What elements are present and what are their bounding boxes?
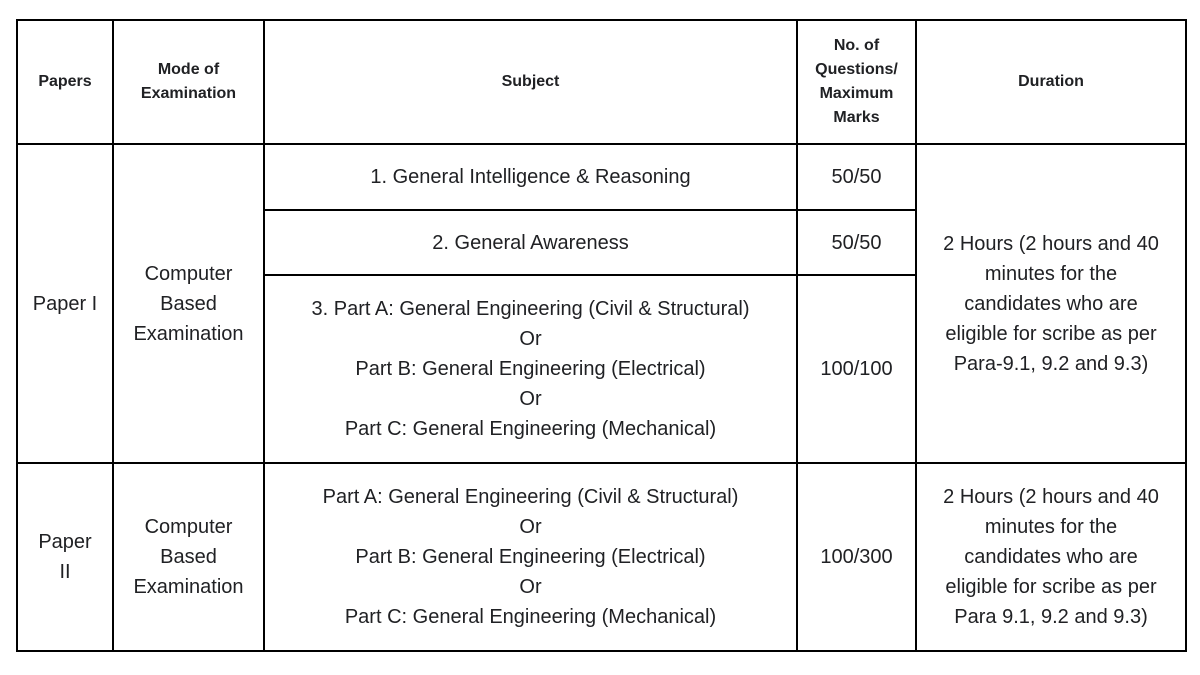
paper1-subject-reasoning: 1. General Intelligence & Reasoning — [264, 144, 797, 210]
header-mode — [113, 20, 264, 144]
paper1-marks-engineering: 100/100 — [797, 275, 916, 463]
paper1-subject-awareness: 2. General Awareness — [264, 210, 797, 275]
paper2-mode-line: Examination — [133, 576, 244, 598]
paper2-name-line: Paper — [38, 531, 92, 553]
paper1-duration-line: 2 Hours (2 hours and 40 — [943, 232, 1159, 255]
paper2-subject-line: Or — [519, 516, 542, 538]
paper2-duration-line: Para 9.1, 9.2 and 9.3) — [954, 606, 1148, 628]
paper1-subject-engineering — [264, 275, 797, 463]
paper1-subject-line: Part B: General Engineering (Electrical) — [355, 358, 706, 380]
paper1-name: Paper I — [17, 144, 113, 463]
paper2-mode — [113, 463, 264, 651]
header-duration: Duration — [916, 20, 1186, 144]
paper1-mode-line: Examination — [133, 322, 244, 345]
paper2-duration — [916, 463, 1186, 651]
header-questions-line: No. of — [833, 37, 880, 54]
paper2-subject — [264, 463, 797, 651]
paper1-duration-line: minutes for the — [984, 262, 1118, 285]
header-mode-line: Mode of — [157, 61, 220, 78]
paper2-marks: 100/300 — [797, 463, 916, 651]
paper1-duration-line: candidates who are — [964, 292, 1138, 315]
header-subject: Subject — [264, 20, 797, 144]
paper1-marks-reasoning: 50/50 — [797, 144, 916, 210]
paper2-duration-line: candidates who are — [964, 546, 1138, 568]
paper1-subject-line: Or — [519, 328, 542, 350]
paper1-marks-awareness: 50/50 — [797, 210, 916, 275]
paper2-name-line: II — [59, 561, 71, 583]
paper1-subject-line: Or — [519, 388, 542, 410]
paper1-duration — [916, 144, 1186, 463]
paper2-subject-line: Part C: General Engineering (Mechanical) — [344, 606, 717, 628]
header-mode-line: Examination — [140, 85, 237, 102]
header-questions-line: Questions/ — [815, 61, 898, 78]
paper2-name — [17, 463, 113, 651]
paper1-row-reasoning — [17, 144, 1186, 210]
header-questions-line: Marks — [833, 109, 880, 126]
paper2-subject-line: Part A: General Engineering (Civil & Structural) — [322, 486, 739, 508]
paper2-duration-line: 2 Hours (2 hours and 40 — [943, 486, 1159, 508]
paper1-duration-line: Para-9.1, 9.2 and 9.3) — [953, 352, 1149, 375]
header-papers: Papers — [17, 20, 113, 144]
paper1-mode-line: Computer — [144, 262, 233, 285]
paper2-subject-line: Or — [519, 576, 542, 598]
paper2-mode-line: Computer — [144, 516, 233, 538]
paper2-duration-line: eligible for scribe as per — [945, 576, 1157, 598]
paper1-subject-line: 3. Part A: General Engineering (Civil & Structural) — [311, 298, 750, 320]
header-row — [17, 20, 1186, 144]
header-questions — [797, 20, 916, 144]
paper2-row — [17, 463, 1186, 651]
paper2-duration-line: minutes for the — [984, 516, 1118, 538]
paper1-subject-line: Part C: General Engineering (Mechanical) — [344, 418, 717, 440]
exam-scheme-table — [16, 19, 1187, 652]
header-questions-line: Maximum — [819, 85, 894, 102]
paper1-mode — [113, 144, 264, 463]
paper1-duration-line: eligible for scribe as per — [945, 322, 1157, 345]
paper2-subject-line: Part B: General Engineering (Electrical) — [355, 546, 706, 568]
paper1-mode-line: Based — [160, 292, 217, 315]
paper2-mode-line: Based — [160, 546, 217, 568]
